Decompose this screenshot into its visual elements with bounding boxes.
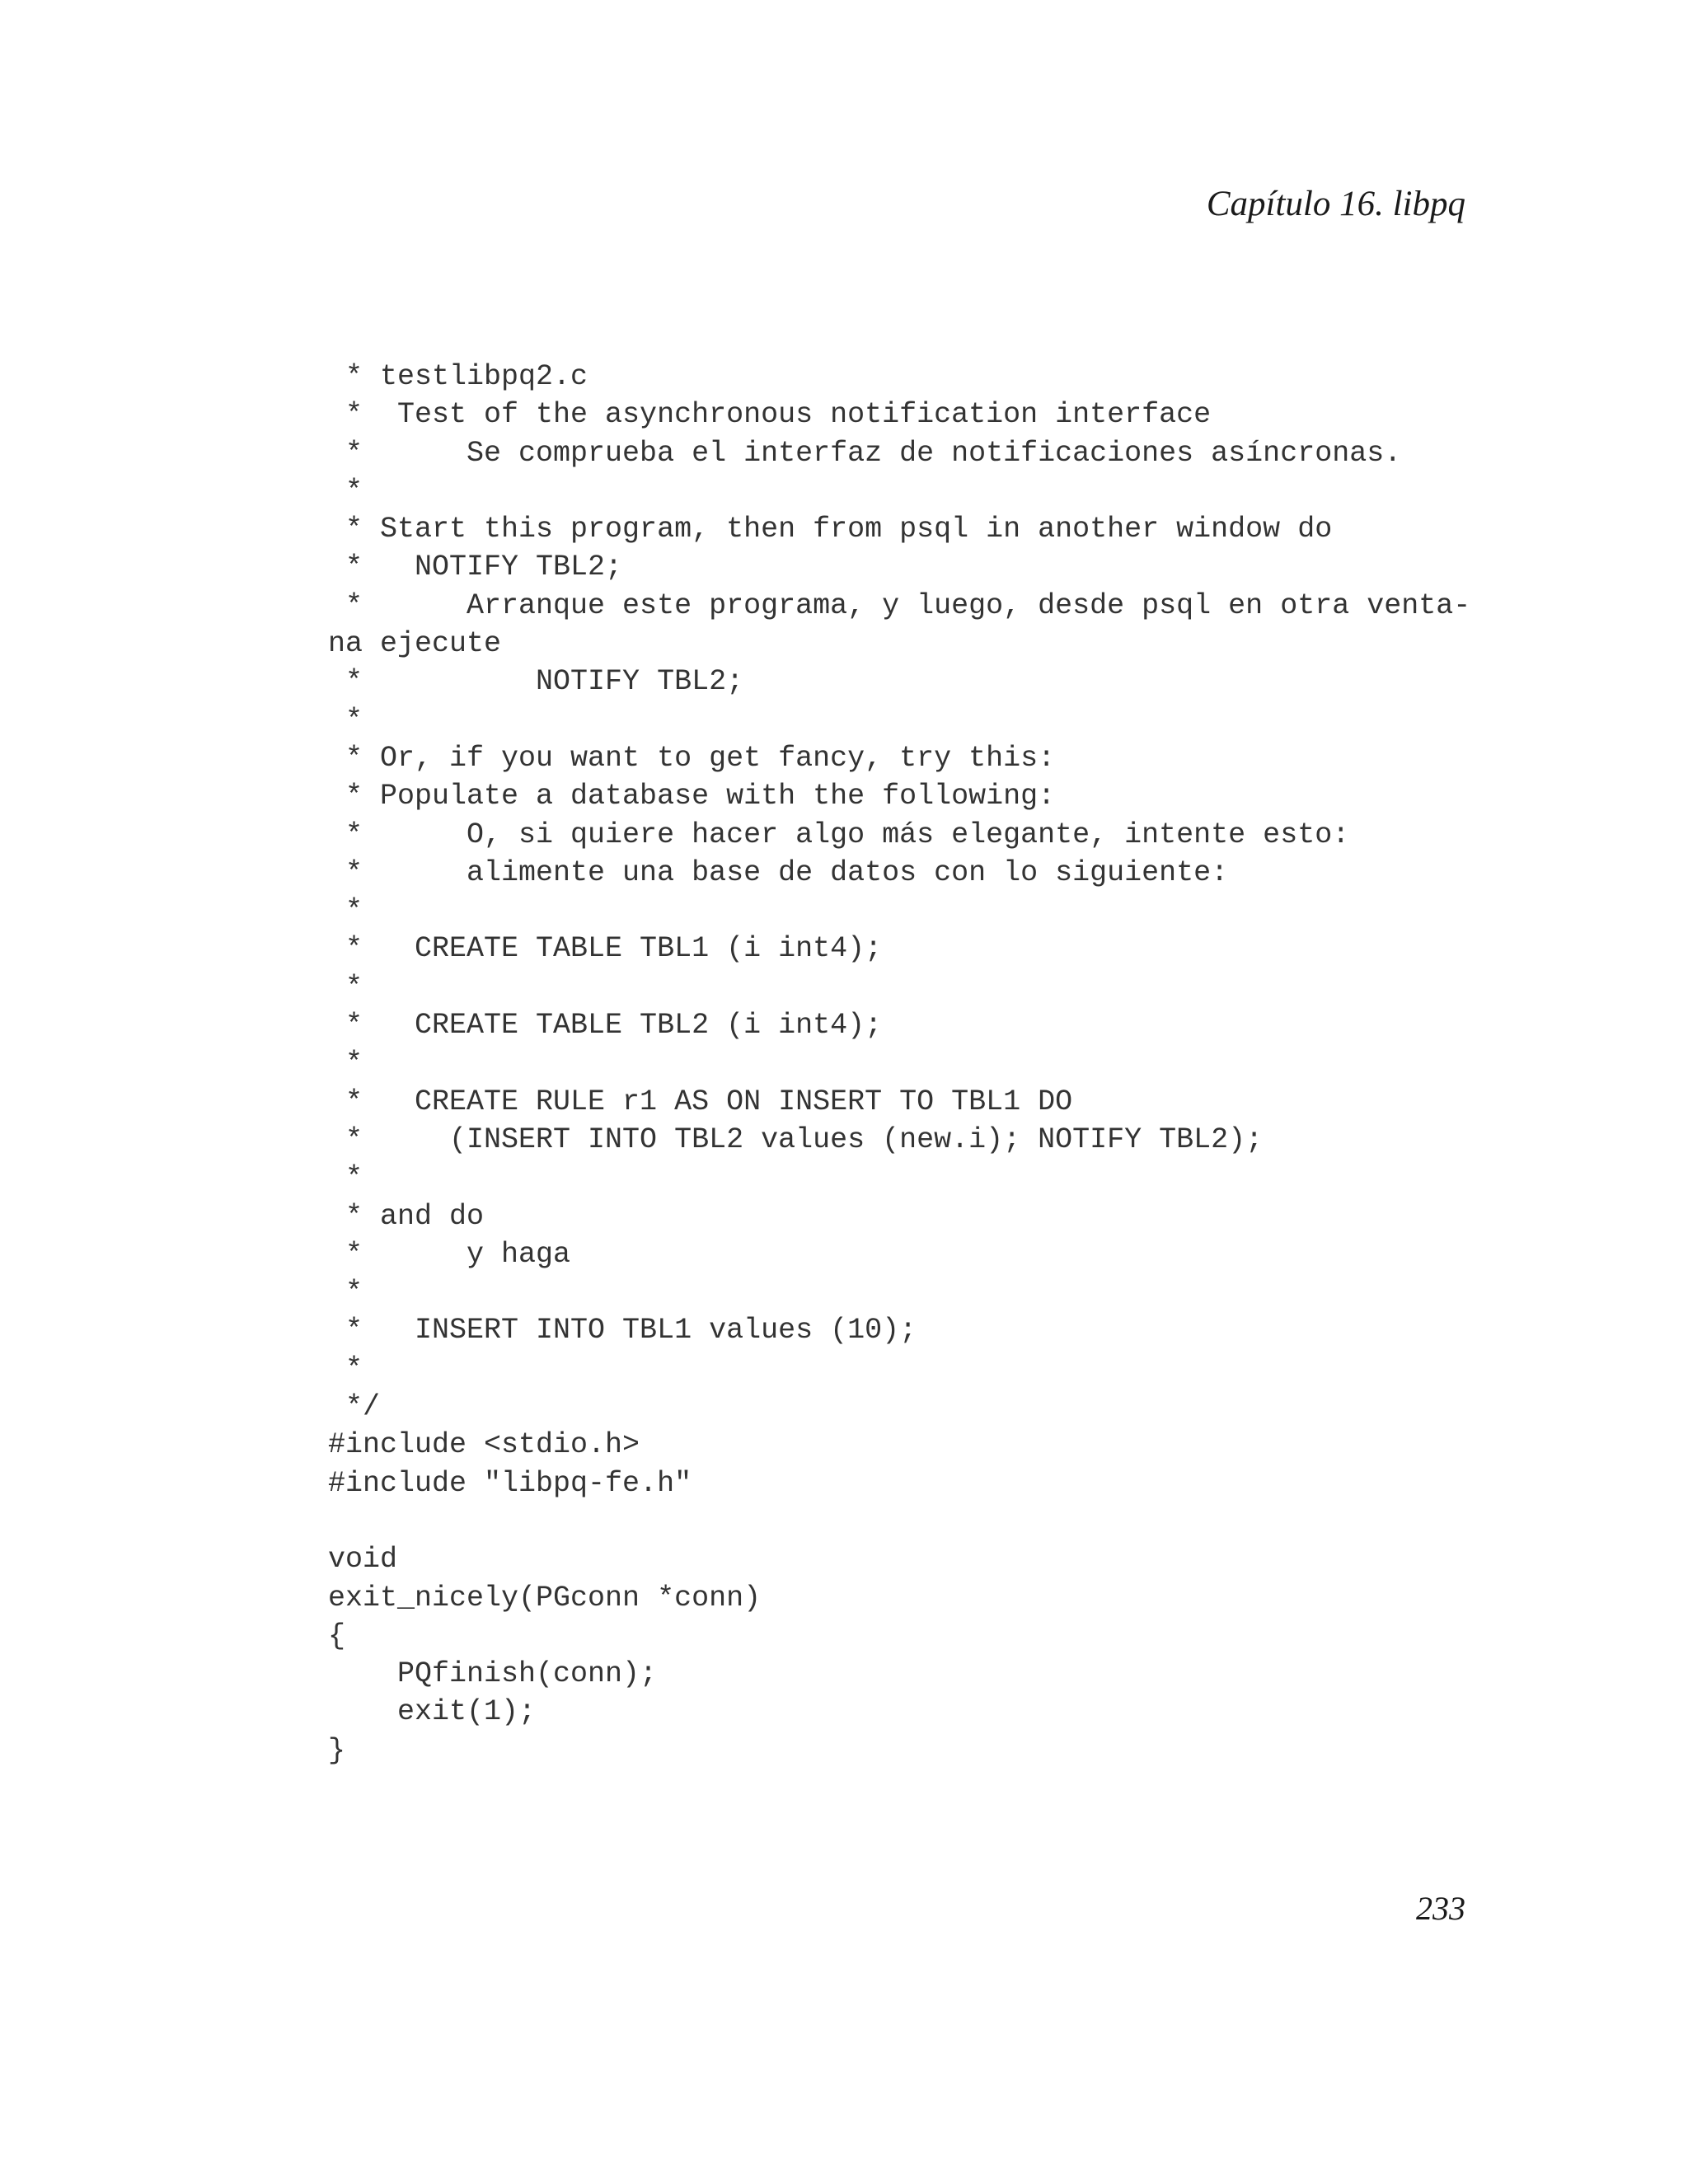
code-line: na ejecute: [328, 627, 502, 661]
code-line: exit_nicely(PGconn *conn): [328, 1581, 762, 1615]
code-line: * O, si quiere hacer algo más elegante, intente esto:: [328, 818, 1350, 851]
code-line: * Test of the asynchronous notification interface: [328, 398, 1212, 432]
code-line: * (INSERT INTO TBL2 values (new.i); NOTIFY TBL2);: [328, 1122, 1264, 1156]
code-line: * CREATE TABLE TBL1 (i int4);: [328, 932, 883, 966]
code-line: * INSERT INTO TBL1 values (10);: [328, 1314, 917, 1347]
code-line: #include "libpq-fe.h": [328, 1466, 692, 1500]
code-line: *: [328, 1352, 363, 1385]
code-line: *: [328, 970, 363, 1004]
code-line: * Populate a database with the following:: [328, 780, 1056, 813]
code-line: [328, 1502, 1470, 1540]
code-line: #include <stdio.h>: [328, 1428, 640, 1462]
code-line: * CREATE TABLE TBL2 (i int4);: [328, 1009, 883, 1043]
code-line: *: [328, 474, 363, 508]
code-line: */: [328, 1390, 381, 1424]
code-line: *: [328, 703, 363, 737]
code-line: * alimente una base de datos con lo siguiente:: [328, 855, 1229, 889]
code-line: * y haga: [328, 1237, 571, 1271]
code-listing: [328, 358, 1470, 1769]
code-line: *: [328, 1276, 363, 1310]
code-line: *: [328, 894, 363, 928]
code-line: * CREATE RULE r1 AS ON INSERT TO TBL1 DO: [328, 1085, 1073, 1118]
code-line: * Arranque este programa, y luego, desde psql en otra venta-: [328, 588, 1471, 622]
code-line: * NOTIFY TBL2;: [328, 551, 623, 584]
code-line: {: [328, 1619, 346, 1652]
code-line: *: [328, 1047, 363, 1080]
code-line: * Or, if you want to get fancy, try this:: [328, 741, 1056, 775]
chapter-header: Capítulo 16. libpq: [1206, 185, 1465, 223]
code-line: exit(1);: [328, 1695, 537, 1729]
code-line: *: [328, 1161, 363, 1195]
code-line: PQfinish(conn);: [328, 1657, 658, 1691]
code-line: }: [328, 1733, 346, 1767]
code-line: * and do: [328, 1199, 485, 1233]
code-line: * Se comprueba el interfaz de notificaciones asíncronas.: [328, 436, 1402, 470]
code-line: * Start this program, then from psql in another window do: [328, 513, 1333, 546]
code-line: * testlibpq2.c: [328, 360, 588, 393]
code-line: * NOTIFY TBL2;: [328, 665, 744, 699]
code-line: void: [328, 1543, 398, 1577]
page-number: 233: [1416, 1890, 1465, 1927]
